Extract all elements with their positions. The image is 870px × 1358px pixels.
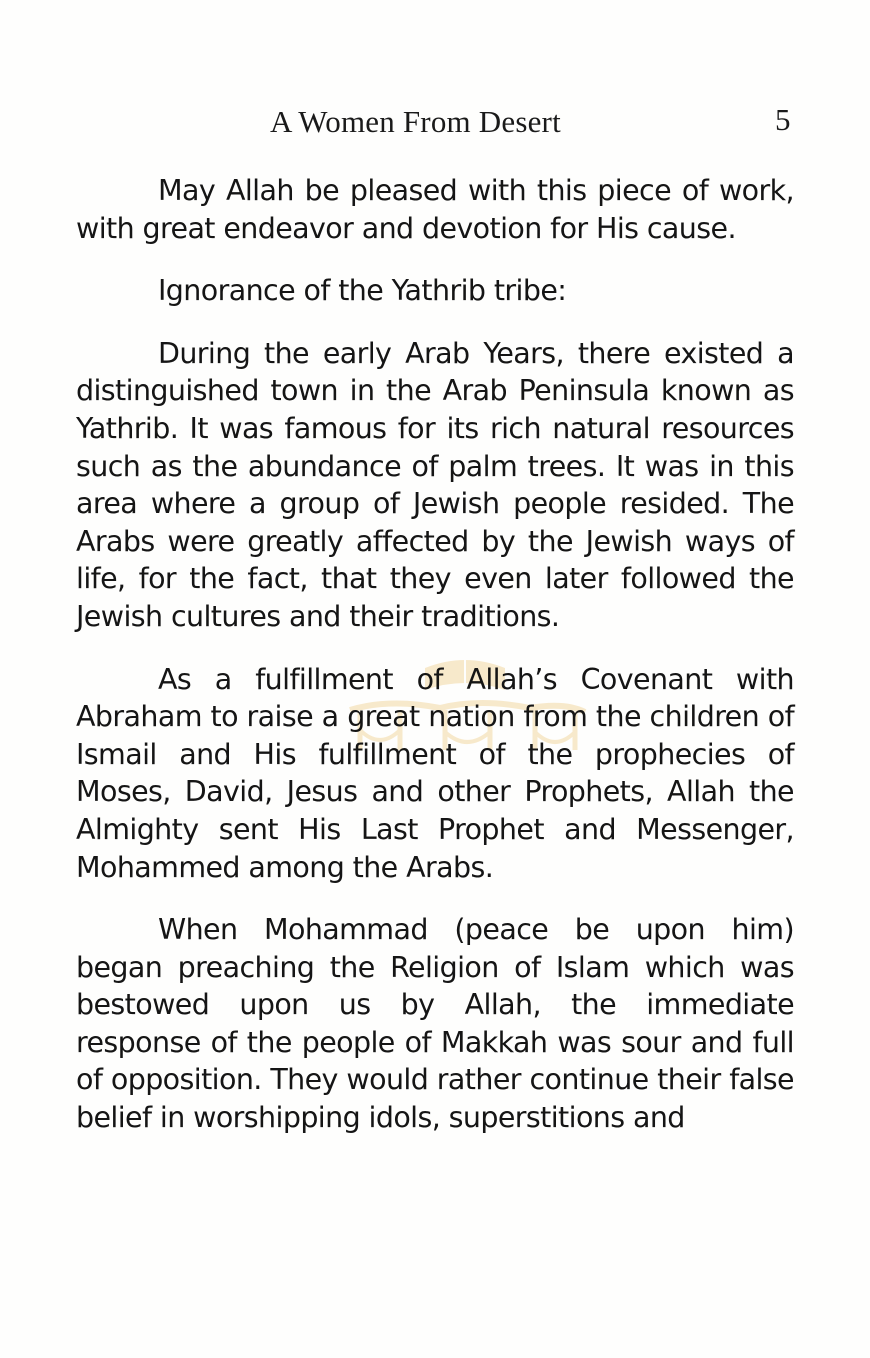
body-text (76, 172, 794, 1162)
paragraph-yathrib: During the early Arab Years, there existed a distinguished town in the Arab Peninsula known as Yathrib. It was famous for its rich natural resources such as the abundance of palm trees. It was in this area where a group of Jewish people resided. The Arabs were greatly affected by the Jewish ways of life, for the fact, that they even later followed the Jewish cultures and their traditions. (76, 336, 794, 633)
running-header (0, 100, 870, 144)
page-number: 5 (775, 102, 791, 137)
paragraph-preaching: When Mohammad (peace be upon him) began preaching the Religion of Islam which was bestowed upon us by Allah, the immediate response of the people of Makkah was sour and full of opposition. They would rather continue their false belief in worshipping idols, superstitions and (76, 913, 794, 1135)
paragraph-dedication: May Allah be pleased with this piece of work, with great endeavor and devotion for His cause. (76, 174, 794, 245)
book-title: A Women From Desert (270, 104, 561, 139)
section-heading: Ignorance of the Yathrib tribe: (158, 274, 567, 308)
paragraph-covenant: As a fulfillment of Allah’s Covenant with Abraham to raise a great nation from the children of Ismail and His fulfillment of the prophecies of Moses, David, Jesus and other Prophets, Allah the Almighty sent His Last Prophet and Messenger, Mohammed among the Arabs. (76, 662, 794, 884)
